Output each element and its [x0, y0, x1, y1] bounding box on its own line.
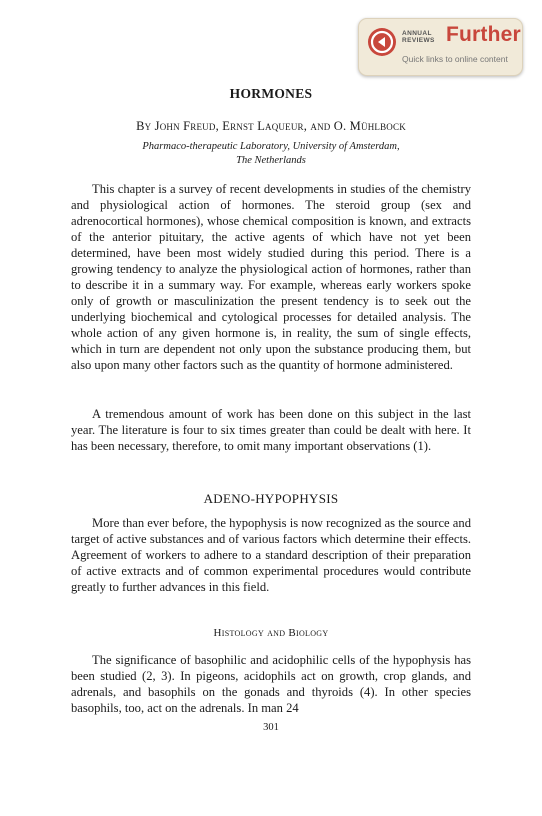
intro-paragraph-1: This chapter is a survey of recent developments in studies of the chemistry and physiological action of hormones. The steroid group (sex and adrenocortical hormones), whose chemical composition is known, and extracts of the anterior pituitary, the active agents of which have not yet been determined, have been most widely studied during this period. There is a growing tendency to analyze the physiological action of hormones, rather than to describe it in a summary way. For example, whereas early workers spoke only of growth or masculinization the present tendency is to seek out the underlying biochemical and cytological processes for detailed analysis. The whole action of any given hormone is, in reality, the sum of single effects, which in turn are dependent not only upon the substance producing them, but also upon many other factors such as the quantity of hormone administered.	[71, 182, 471, 372]
page-number: 301	[263, 722, 279, 733]
subsection-paragraph-1: The significance of basophilic and acidophilic cells of the hypophysis has been studied (2, 3). In pigeons, acidophils act on growth, crop glands, and adrenals, and basophils on the gonads and thyroids (4). In other species basophils, too, act on the adrenals. In man 24	[71, 653, 471, 715]
affiliation-line-2: The Netherlands	[236, 154, 306, 166]
article-title: HORMONES	[229, 86, 313, 101]
subsection-heading: Histology and Biology	[213, 627, 329, 639]
intro-paragraph-2: A tremendous amount of work has been done on this subject in the last year. The literature is four to six times greater than could be dealt with here. It has been necessary, therefore, to omit many important observations (1).	[71, 407, 471, 453]
play-back-icon	[368, 28, 396, 56]
section-heading: ADENO-HYPOPHYSIS	[203, 491, 339, 506]
affiliation	[0, 140, 542, 167]
annual-reviews-further-badge[interactable]	[358, 18, 523, 76]
quick-links-label: Quick links to online content	[402, 54, 508, 64]
section-paragraph-1: More than ever before, the hypophysis is now recognized as the source and target of active substances and of various factors which determine their effects. Agreement of workers to adhere to a standard description of their preparation of active extracts and of common experimental procedures would contribute greatly to further advances in this field.	[71, 516, 471, 594]
annual-reviews-wordmark: ANNUAL REVIEWS	[402, 30, 435, 44]
authors-line: By John Freud, Ernst Laqueur, and O. Mühlbock	[136, 119, 406, 133]
affiliation-line-1: Pharmaco-therapeutic Laboratory, University of Amsterdam,	[142, 141, 400, 152]
further-label: Further	[446, 23, 521, 46]
